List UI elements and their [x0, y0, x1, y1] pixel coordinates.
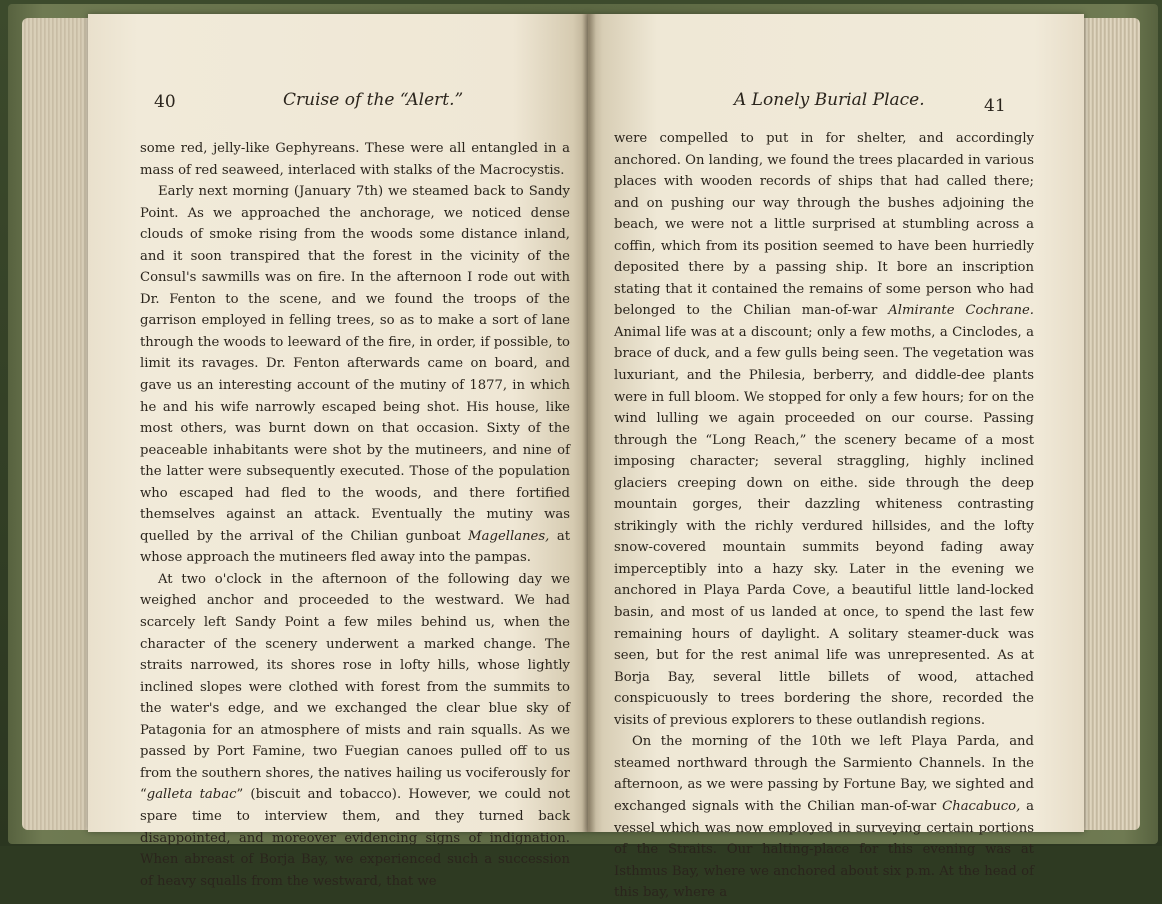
text-run: At two o'clock in the afternoon of the following day we weighed anchor and proceeded to the westward. We had scarcely left Sandy Point a few miles behind us, when the character of the scenery underwent a marked change. The straits narrowed, its shores rose in lofty hills, whose lightly inclined slopes were clothed with forest from the summits to the water's edge, and we exchanged the clear blue sky of Patagonia for an atmosphere of mists and rain squalls. As we passed by Port Famine, two Fuegian canoes pulled off to us from the southern shores, the natives hailing us vociferously for “ — [140, 571, 570, 803]
text-run: ” (biscuit and tobacco). However, we could not spare time to interview them, and they turned back disappointed, and moreover evidencing signs of indignation. When abreast of Borja Bay, we experienced such a succession of heavy squalls from the westward, that we — [140, 787, 571, 889]
paragraph — [614, 731, 1034, 903]
page-number: 40 — [154, 92, 176, 112]
paragraph — [614, 128, 1034, 731]
text-run: at whose approach the mutineers fled away into the pampas. — [140, 528, 571, 566]
paragraph: some red, jelly-like Gephyreans. These were all entangled in a mass of red seaweed, interlaced with stalks of the Macrocystis. — [140, 141, 570, 178]
left-page — [88, 14, 588, 889]
page-body — [140, 138, 570, 892]
page-number: 41 — [984, 96, 1006, 116]
page-body — [614, 128, 1034, 904]
ship-name: Magellanes, — [468, 528, 550, 544]
paragraph — [140, 181, 570, 569]
text-run: Early next morning (January 7th) we steamed back to Sandy Point. As we approached the anchorage, we noticed dense clouds of smoke rising from the woods some distance inland, and it soon transpired that the forest in the vicinity of the Consul's sawmills was on fire. In the afternoon I rode out with Dr. Fenton to the scene, and we found the troops of the garrison employed in felling trees, so as to make a sort of lane through the woods to leeward of the fire, in order, if possible, to limit its ravages. Dr. Fenton afterwards came on board, and gave us an interesting account of the mutiny of 1877, in which he and his wife narrowly escaped being shot. His house, like most others, was burnt down on that occasion. Sixty of the peaceable inhabitants were shot by the mutineers, and nine of the latter were subsequently executed. Those of the population who escaped had fled to the woods, and there fortified themselves against an attack. Eventually the mutiny was quelled by the arrival of the Chilian gunboat — [140, 184, 570, 544]
foreign-phrase: galleta tabac — [146, 787, 237, 803]
left-page-edges — [22, 18, 92, 830]
text-run: were compelled to put in for shelter, and accordingly anchored. On landing, we found the trees placarded in various places with wooden records of ships that had called there; and on pushing our way through the bushes adjoining the beach, we were not a little surprised at stumbling across a coffin, which from its position seemed to have been hurriedly deposited there by a passing ship. It bore an inscription stating that it contained the remains of some person who had belonged to the Chilian man-of-war — [614, 131, 1034, 319]
text-run: Animal life was at a discount; only a few moths, a Cinclodes, a brace of duck, and a few gulls being seen. The vegetation was luxuriant, and the Philesia, berberry, and diddle-dee plants were in full bloom. We stopped for only a few hours; for on the wind lulling we again proceeded on our course. Passing through the “Long Reach,” the scenery became of a most imposing character; several straggling, highly inclined glaciers creeping down on eithe. side through the deep mountain gorges, their dazzling whiteness contrasting strikingly with the richly verdured hillsides, and the lofty snow-covered mountain summits beyond fading away imperceptibly into a hazy sky. Later in the evening we anchored in Playa Parda Cove, a beautiful little land-locked basin, and most of us landed at once, to spend the last few remaining hours of daylight. A solitary steamer-duck was seen, but for the rest animal life was unrepresented. As at Borja Bay, several little billets of wood, attached conspicuously to trees bordering the shore, recorded the visits of previous explorers to these outlandish regions. — [614, 324, 1034, 728]
ship-name: Chacabuco, — [942, 798, 1021, 814]
text-run: On the morning of the 10th we left Playa Parda, and steamed northward through the Sarmiento Channels. In the afternoon, as we were passing by Fortune Bay, we sighted and exchanged signals with the Chilian man-of-war — [614, 734, 1034, 814]
ship-name: Almirante Cochrane. — [888, 303, 1034, 319]
text-run: a vessel which was now employed in surveying certain portions of the Straits. Our halting-place for this evening was at Isthmus Bay, where we anchored about six p.m. At the head of this bay, where a — [614, 798, 1034, 901]
right-page — [588, 14, 1084, 901]
running-head: Cruise of the “Alert.” — [283, 90, 464, 110]
paragraph — [140, 569, 570, 892]
book-gutter — [582, 14, 596, 832]
running-head: A Lonely Burial Place. — [734, 90, 925, 110]
